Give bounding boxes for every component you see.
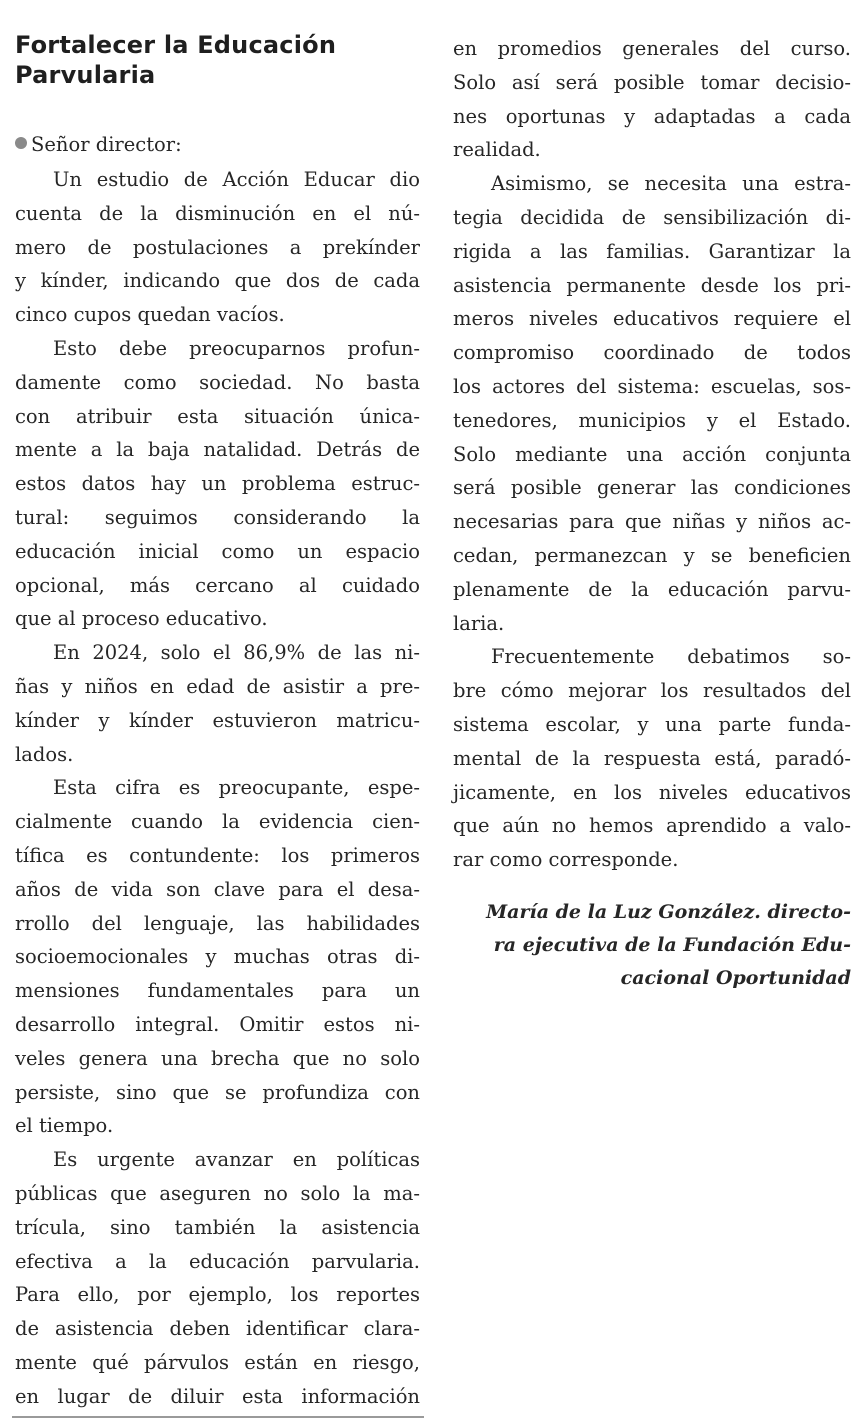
text-line: trícula, sino también la asistencia xyxy=(15,1215,420,1239)
text-line: rigida a las familias. Garantizar la xyxy=(453,239,851,263)
text-line: opcional, más cercano al cuidado xyxy=(15,573,420,597)
text-line: rrollo del lenguaje, las habilidades xyxy=(15,911,420,935)
bullet-icon xyxy=(15,137,27,149)
text-line: que aún no hemos aprendido a valo- xyxy=(453,814,851,838)
text-line: tural: seguimos considerando la xyxy=(15,506,420,529)
bottom-rule xyxy=(12,1416,424,1418)
text-line: mensiones fundamentales para un xyxy=(15,979,420,1003)
salutation xyxy=(15,131,182,158)
text-line: y kínder, indicando que dos de cada xyxy=(15,269,420,293)
text-line: meros niveles educativos requiere el xyxy=(453,307,851,331)
text-line: necesarias para que niñas y niños ac- xyxy=(453,510,851,534)
signature-line: María de la Luz González. directo- xyxy=(486,901,851,923)
text-line: lados. xyxy=(15,742,74,766)
text-line: públicas que aseguren no solo la ma- xyxy=(15,1182,420,1205)
text-line: tegia decidida de sensibilización di- xyxy=(453,206,851,229)
text-line: el tiempo. xyxy=(15,1114,114,1138)
text-line: veles genera una brecha que no solo xyxy=(15,1046,420,1070)
text-line: cedan, permanezcan y se beneficien xyxy=(453,544,851,567)
text-line: rar como corresponde. xyxy=(453,848,679,872)
text-line: En 2024, solo el 86,9% de las ni- xyxy=(53,641,420,665)
text-line: tífica es contundente: los primeros xyxy=(15,844,420,867)
text-line: será posible generar las condiciones xyxy=(453,476,851,500)
text-line: Esta cifra es preocupante, espe- xyxy=(53,776,420,800)
text-line: educación inicial como un espacio xyxy=(15,539,420,563)
text-line: damente como sociedad. No basta xyxy=(15,370,420,394)
text-line: mental de la respuesta está, paradó- xyxy=(453,746,851,770)
text-line: bre cómo mejorar los resultados del xyxy=(453,679,851,703)
text-line: jicamente, en los niveles educativos xyxy=(453,780,851,804)
text-line: Esto debe preocuparnos profun- xyxy=(53,337,420,360)
text-line: plenamente de la educación parvu- xyxy=(453,577,851,601)
text-line: realidad. xyxy=(453,138,541,162)
text-line: que al proceso educativo. xyxy=(15,607,268,631)
text-line: mero de postulaciones a prekínder xyxy=(15,235,420,259)
text-line: asistencia permanente desde los pri- xyxy=(453,273,851,297)
text-line: laria. xyxy=(453,611,505,635)
text-line: sistema escolar, y una parte funda- xyxy=(453,713,851,736)
text-line: Asimismo, se necesita una estra- xyxy=(491,172,851,196)
text-line: nes oportunas y adaptadas a cada xyxy=(453,104,851,128)
text-line: estos datos hay un problema estruc- xyxy=(15,472,420,496)
text-line: persiste, sino que se profundiza con xyxy=(15,1080,420,1104)
signature-line: cacional Oportunidad xyxy=(620,967,851,989)
text-line: años de vida son clave para el desa- xyxy=(15,877,420,901)
text-line: cialmente cuando la evidencia cien- xyxy=(15,810,420,834)
text-line: los actores del sistema: escuelas, sos- xyxy=(453,375,851,398)
text-line: Solo así será posible tomar decisio- xyxy=(453,70,851,94)
text-line: Para ello, por ejemplo, los reportes xyxy=(15,1283,420,1307)
text-line: mente qué párvulos están en riesgo, xyxy=(15,1351,420,1374)
text-line: efectiva a la educación parvularia. xyxy=(15,1249,420,1273)
text-line: en lugar de diluir esta información xyxy=(15,1384,420,1408)
text-line: cinco cupos quedan vacíos. xyxy=(15,303,285,327)
text-line: compromiso coordinado de todos xyxy=(453,341,851,365)
text-line: Solo mediante una acción conjunta xyxy=(453,442,851,466)
text-line: Es urgente avanzar en políticas xyxy=(53,1148,420,1172)
signature-line: ra ejecutiva de la Fundación Edu- xyxy=(493,934,851,956)
text-line: tenedores, municipios y el Estado. xyxy=(453,408,851,432)
text-line: mente a la baja natalidad. Detrás de xyxy=(15,438,420,462)
text-line: de asistencia deben identificar clara- xyxy=(15,1317,420,1341)
text-line: cuenta de la disminución en el nú- xyxy=(15,201,420,225)
text-line: Un estudio de Acción Educar dio xyxy=(53,168,420,191)
text-line: kínder y kínder estuvieron matricu- xyxy=(15,708,420,732)
letter-headline: Fortalecer la Educación Parvularia xyxy=(15,31,337,89)
text-line: en promedios generales del curso. xyxy=(453,37,851,60)
text-line: con atribuir esta situación única- xyxy=(15,404,420,428)
text-line: ñas y niños en edad de asistir a pre- xyxy=(15,675,420,698)
salutation-text: Señor director: xyxy=(31,133,182,156)
text-line: socioemocionales y muchas otras di- xyxy=(15,945,420,969)
text-line: Frecuentemente debatimos so- xyxy=(491,645,851,669)
text-line: desarrollo integral. Omitir estos ni- xyxy=(15,1013,420,1036)
